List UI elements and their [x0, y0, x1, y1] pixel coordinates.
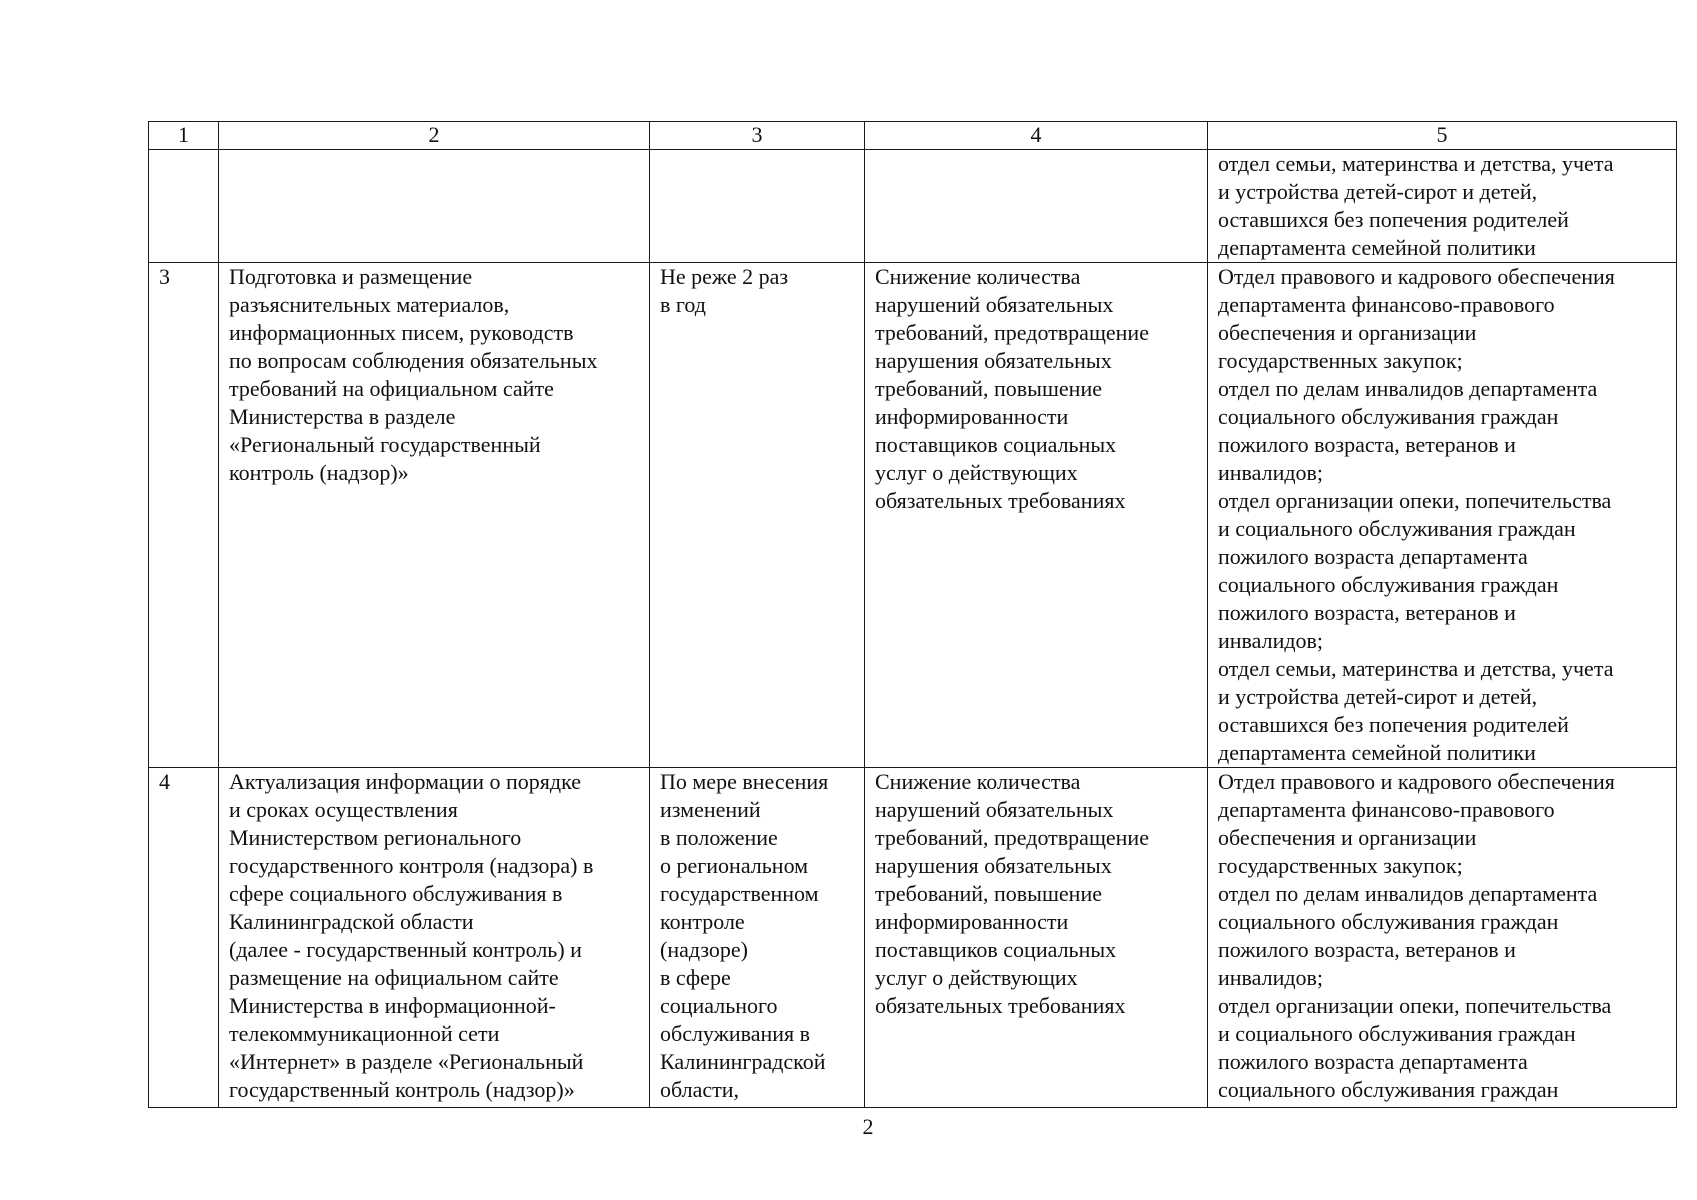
responsible-text-line: инвалидов;	[1218, 628, 1324, 653]
event-text-line: телекоммуникационной сети	[229, 1021, 500, 1046]
result-text-line: обязательных требованиях	[875, 993, 1126, 1018]
event-text-line: контроль (надзор)»	[229, 460, 409, 485]
deadline-text-line: Не реже 2 раз	[660, 264, 789, 289]
deadline-text-line: социального	[660, 993, 778, 1018]
responsible-text-line: и устройства детей-сирот и детей,	[1218, 684, 1538, 709]
responsible-text-line: пожилого возраста департамента	[1218, 1049, 1528, 1074]
table-row	[149, 263, 1677, 768]
responsible-text-line: и социального обслуживания граждан	[1218, 1021, 1576, 1046]
result-text-line: нарушения обязательных	[875, 348, 1112, 373]
deadline-cell	[650, 263, 865, 768]
result-text-line: Снижение количества	[875, 769, 1081, 794]
result-cell	[865, 768, 1208, 1108]
responsible-text-line: социального обслуживания граждан	[1218, 909, 1559, 934]
row-number-cell: 4	[149, 768, 219, 1108]
event-text-line: Министерства в разделе	[229, 404, 456, 429]
result-text-line: поставщиков социальных	[875, 432, 1117, 457]
deadline-cell	[650, 768, 865, 1108]
event-text-line: и сроках осуществления	[229, 797, 458, 822]
responsible-text-line: социального обслуживания граждан	[1218, 404, 1559, 429]
event-text-line: разъяснительных материалов,	[229, 292, 510, 317]
responsible-text-line: отдел организации опеки, попечительства	[1218, 993, 1612, 1018]
column-number-4: 4	[865, 122, 1208, 150]
deadline-text-line: (надзоре)	[660, 937, 748, 962]
deadline-text-line: Калининградской	[660, 1049, 826, 1074]
event-text-line: информационных писем, руководств	[229, 320, 574, 345]
row-number-cell	[149, 150, 219, 263]
deadline-cell	[650, 150, 865, 263]
responsible-cell	[1208, 263, 1677, 768]
responsible-text-line: инвалидов;	[1218, 460, 1324, 485]
responsible-text-line: Отдел правового и кадрового обеспечения	[1218, 769, 1615, 794]
column-number-2: 2	[219, 122, 650, 150]
event-cell	[219, 263, 650, 768]
event-cell	[219, 150, 650, 263]
responsible-text-line: департамента семейной политики	[1218, 740, 1536, 765]
deadline-text-line: области,	[660, 1077, 740, 1102]
result-text-line: информированности	[875, 909, 1069, 934]
responsible-text-line: отдел по делам инвалидов департамента	[1218, 376, 1598, 401]
responsible-text-line: государственных закупок;	[1218, 853, 1463, 878]
result-text-line: нарушений обязательных	[875, 292, 1114, 317]
deadline-text-line: контроле	[660, 909, 745, 934]
result-text-line: нарушения обязательных	[875, 853, 1112, 878]
table-header-row	[149, 122, 1677, 150]
deadline-text-line: в сфере	[660, 965, 731, 990]
event-text-line: Подготовка и размещение	[229, 264, 473, 289]
result-text-line: услуг о действующих	[875, 965, 1078, 990]
result-text-line: поставщиков социальных	[875, 937, 1117, 962]
responsible-text-line: департамента финансово-правового	[1218, 797, 1555, 822]
event-text-line: Министерством регионального	[229, 825, 522, 850]
deadline-text-line: о региональном	[660, 853, 809, 878]
responsible-text-line: оставшихся без попечения родителей	[1218, 712, 1569, 737]
responsible-text-line: инвалидов;	[1218, 965, 1324, 990]
responsible-text-line: пожилого возраста департамента	[1218, 544, 1528, 569]
column-number-1: 1	[149, 122, 219, 150]
event-text-line: «Интернет» в разделе «Региональный	[229, 1049, 584, 1074]
responsible-cell	[1208, 768, 1677, 1108]
responsible-text-line: и устройства детей-сирот и детей,	[1218, 179, 1538, 204]
responsible-text-line: Отдел правового и кадрового обеспечения	[1218, 264, 1615, 289]
event-text-line: Актуализация информации о порядке	[229, 769, 581, 794]
result-text-line: информированности	[875, 404, 1069, 429]
responsible-text-line: социального обслуживания граждан	[1218, 572, 1559, 597]
responsible-text-line: пожилого возраста, ветеранов и	[1218, 600, 1516, 625]
event-text-line: «Региональный государственный	[229, 432, 541, 457]
event-text-line: требований на официальном сайте	[229, 376, 554, 401]
responsible-text-line: департамента семейной политики	[1218, 235, 1536, 260]
result-cell	[865, 263, 1208, 768]
responsible-text-line: пожилого возраста, ветеранов и	[1218, 937, 1516, 962]
responsible-text-line: оставшихся без попечения родителей	[1218, 207, 1569, 232]
responsible-text-line: обеспечения и организации	[1218, 825, 1477, 850]
row-number-cell: 3	[149, 263, 219, 768]
column-number-5: 5	[1208, 122, 1677, 150]
event-cell	[219, 768, 650, 1108]
result-text-line: требований, предотвращение	[875, 320, 1149, 345]
deadline-text-line: изменений	[660, 797, 761, 822]
responsible-text-line: обеспечения и организации	[1218, 320, 1477, 345]
column-number-3: 3	[650, 122, 865, 150]
deadline-text-line: государственном	[660, 881, 819, 906]
result-text-line: требований, повышение	[875, 881, 1102, 906]
result-text-line: Снижение количества	[875, 264, 1081, 289]
responsible-cell	[1208, 150, 1677, 263]
responsible-text-line: отдел организации опеки, попечительства	[1218, 488, 1612, 513]
page-number: 2	[862, 1114, 874, 1139]
deadline-text-line: в положение	[660, 825, 778, 850]
responsible-text-line: отдел по делам инвалидов департамента	[1218, 881, 1598, 906]
result-text-line: требований, предотвращение	[875, 825, 1149, 850]
responsible-text-line: социального обслуживания граждан	[1218, 1077, 1559, 1102]
event-text-line: размещение на официальном сайте	[229, 965, 559, 990]
deadline-text-line: в год	[660, 292, 706, 317]
responsible-text-line: и социального обслуживания граждан	[1218, 516, 1576, 541]
responsible-text-line: департамента финансово-правового	[1218, 292, 1555, 317]
responsible-text-line: отдел семьи, материнства и детства, учета	[1218, 656, 1614, 681]
responsible-text-line: пожилого возраста, ветеранов и	[1218, 432, 1516, 457]
table-row	[149, 768, 1677, 1108]
event-text-line: государственного контроля (надзора) в	[229, 853, 594, 878]
result-text-line: услуг о действующих	[875, 460, 1078, 485]
result-text-line: нарушений обязательных	[875, 797, 1114, 822]
event-text-line: государственный контроль (надзор)»	[229, 1077, 575, 1102]
event-text-line: Министерства в информационной-	[229, 993, 556, 1018]
plan-table	[148, 121, 1677, 1108]
responsible-text-line: государственных закупок;	[1218, 348, 1463, 373]
result-text-line: обязательных требованиях	[875, 488, 1126, 513]
deadline-text-line: обслуживания в	[660, 1021, 811, 1046]
responsible-text-line: отдел семьи, материнства и детства, учета	[1218, 151, 1614, 176]
result-cell	[865, 150, 1208, 263]
event-text-line: по вопросам соблюдения обязательных	[229, 348, 598, 373]
event-text-line: сфере социального обслуживания в	[229, 881, 563, 906]
event-text-line: Калининградской области	[229, 909, 474, 934]
event-text-line: (далее - государственный контроль) и	[229, 937, 582, 962]
deadline-text-line: По мере внесения	[660, 769, 829, 794]
result-text-line: требований, повышение	[875, 376, 1102, 401]
table-row	[149, 150, 1677, 263]
